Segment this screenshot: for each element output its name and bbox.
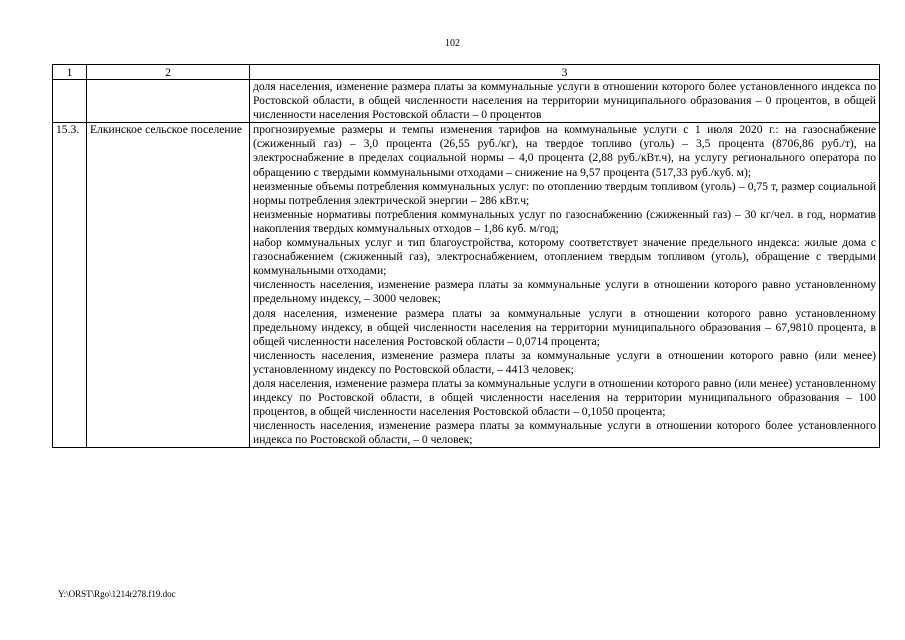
column-header-1: 1 xyxy=(53,65,87,80)
paragraph: набор коммунальных услуг и тип благоустройства, которому соответствует значение предельного индекса: жилые дома с газоснабжением (сжиженный газ), электроснабжением, отоплением твердым топливом (уголь), обращение с твердыми коммунальными отходами; xyxy=(253,236,876,278)
table-row xyxy=(53,123,880,448)
column-header-3: 3 xyxy=(250,65,880,80)
table-header-row xyxy=(53,65,880,80)
paragraph: неизменные нормативы потребления коммунальных услуг по газоснабжению (сжиженный газ) – 30 кг/чел. в год, норматив накопления твердых коммунальных отходов – 1,86 куб. м/год; xyxy=(253,207,876,235)
column-header-2: 2 xyxy=(87,65,250,80)
paragraph: численность населения, изменение размера платы за коммунальные услуги в отношении которого более установленного индекса по Ростовской области, – 0 человек; xyxy=(253,419,876,447)
description-cell xyxy=(250,123,880,448)
page-number: 102 xyxy=(445,38,460,49)
document-table xyxy=(52,64,880,448)
paragraph: доля населения, изменение размера платы за коммунальные услуги в отношении которого более установленного индекса по Ростовской области, в общей численности населения на территории муниципального образования – 0 процентов, в общей численности населения Ростовской области – 0 процентов xyxy=(253,80,876,122)
file-path-footer: Y:\ORST\Rgo\1214r278.f19.doc xyxy=(58,589,176,599)
paragraph: численность населения, изменение размера платы за коммунальные услуги в отношении которого равно (или менее) установленному индексу по Ростовской области, – 4413 человек; xyxy=(253,348,876,376)
paragraph: доля населения, изменение размера платы за коммунальные услуги в отношении которого равно (или менее) установленному индексу по Ростовской области, в общей численности населения на территории муниципального образования – 100 процентов, в общей численности населения Ростовской области – 0,1050 процента; xyxy=(253,376,876,419)
settlement-name-cell: Елкинское сельское поселение xyxy=(87,123,250,448)
table-row xyxy=(53,80,880,123)
row-number-cell: 15.3. xyxy=(53,123,87,448)
paragraph: прогнозируемые размеры и темпы изменения тарифов на коммунальные услуги с 1 июля 2020 г.: на газоснабжение (сжиженный газ) – 3,0 процента (26,55 руб./кг), на твердое топливо (уголь) – 3,5 процента (8706,86 руб./т), на электроснабжение в пределах социальной нормы – 4,0 процента (2,88 руб./кВт.ч), на услугу регионального оператора по обращению с твердыми коммунальными отходами – снижение на 9,57 процента (517,33 руб./куб. м); xyxy=(253,123,876,179)
paragraph: доля населения, изменение размера платы за коммунальные услуги в отношении которого равно установленному предельному индексу, в общей численности населения на территории муниципального образования – 67,9810 процента, в общей численности населения Ростовской области – 0,0714 процента; xyxy=(253,306,876,348)
paragraph: численность населения, изменение размера платы за коммунальные услуги в отношении которого равно установленному предельному индексу, – 3000 человек; xyxy=(253,278,876,306)
paragraph: неизменные объемы потребления коммунальных услуг: по отоплению твердым топливом (уголь) – 0,75 т, размер социальной нормы потребления электрической энергии – 286 кВт.ч; xyxy=(253,179,876,207)
settlement-name-cell xyxy=(87,80,250,123)
description-cell xyxy=(250,80,880,123)
row-number-cell xyxy=(53,80,87,123)
